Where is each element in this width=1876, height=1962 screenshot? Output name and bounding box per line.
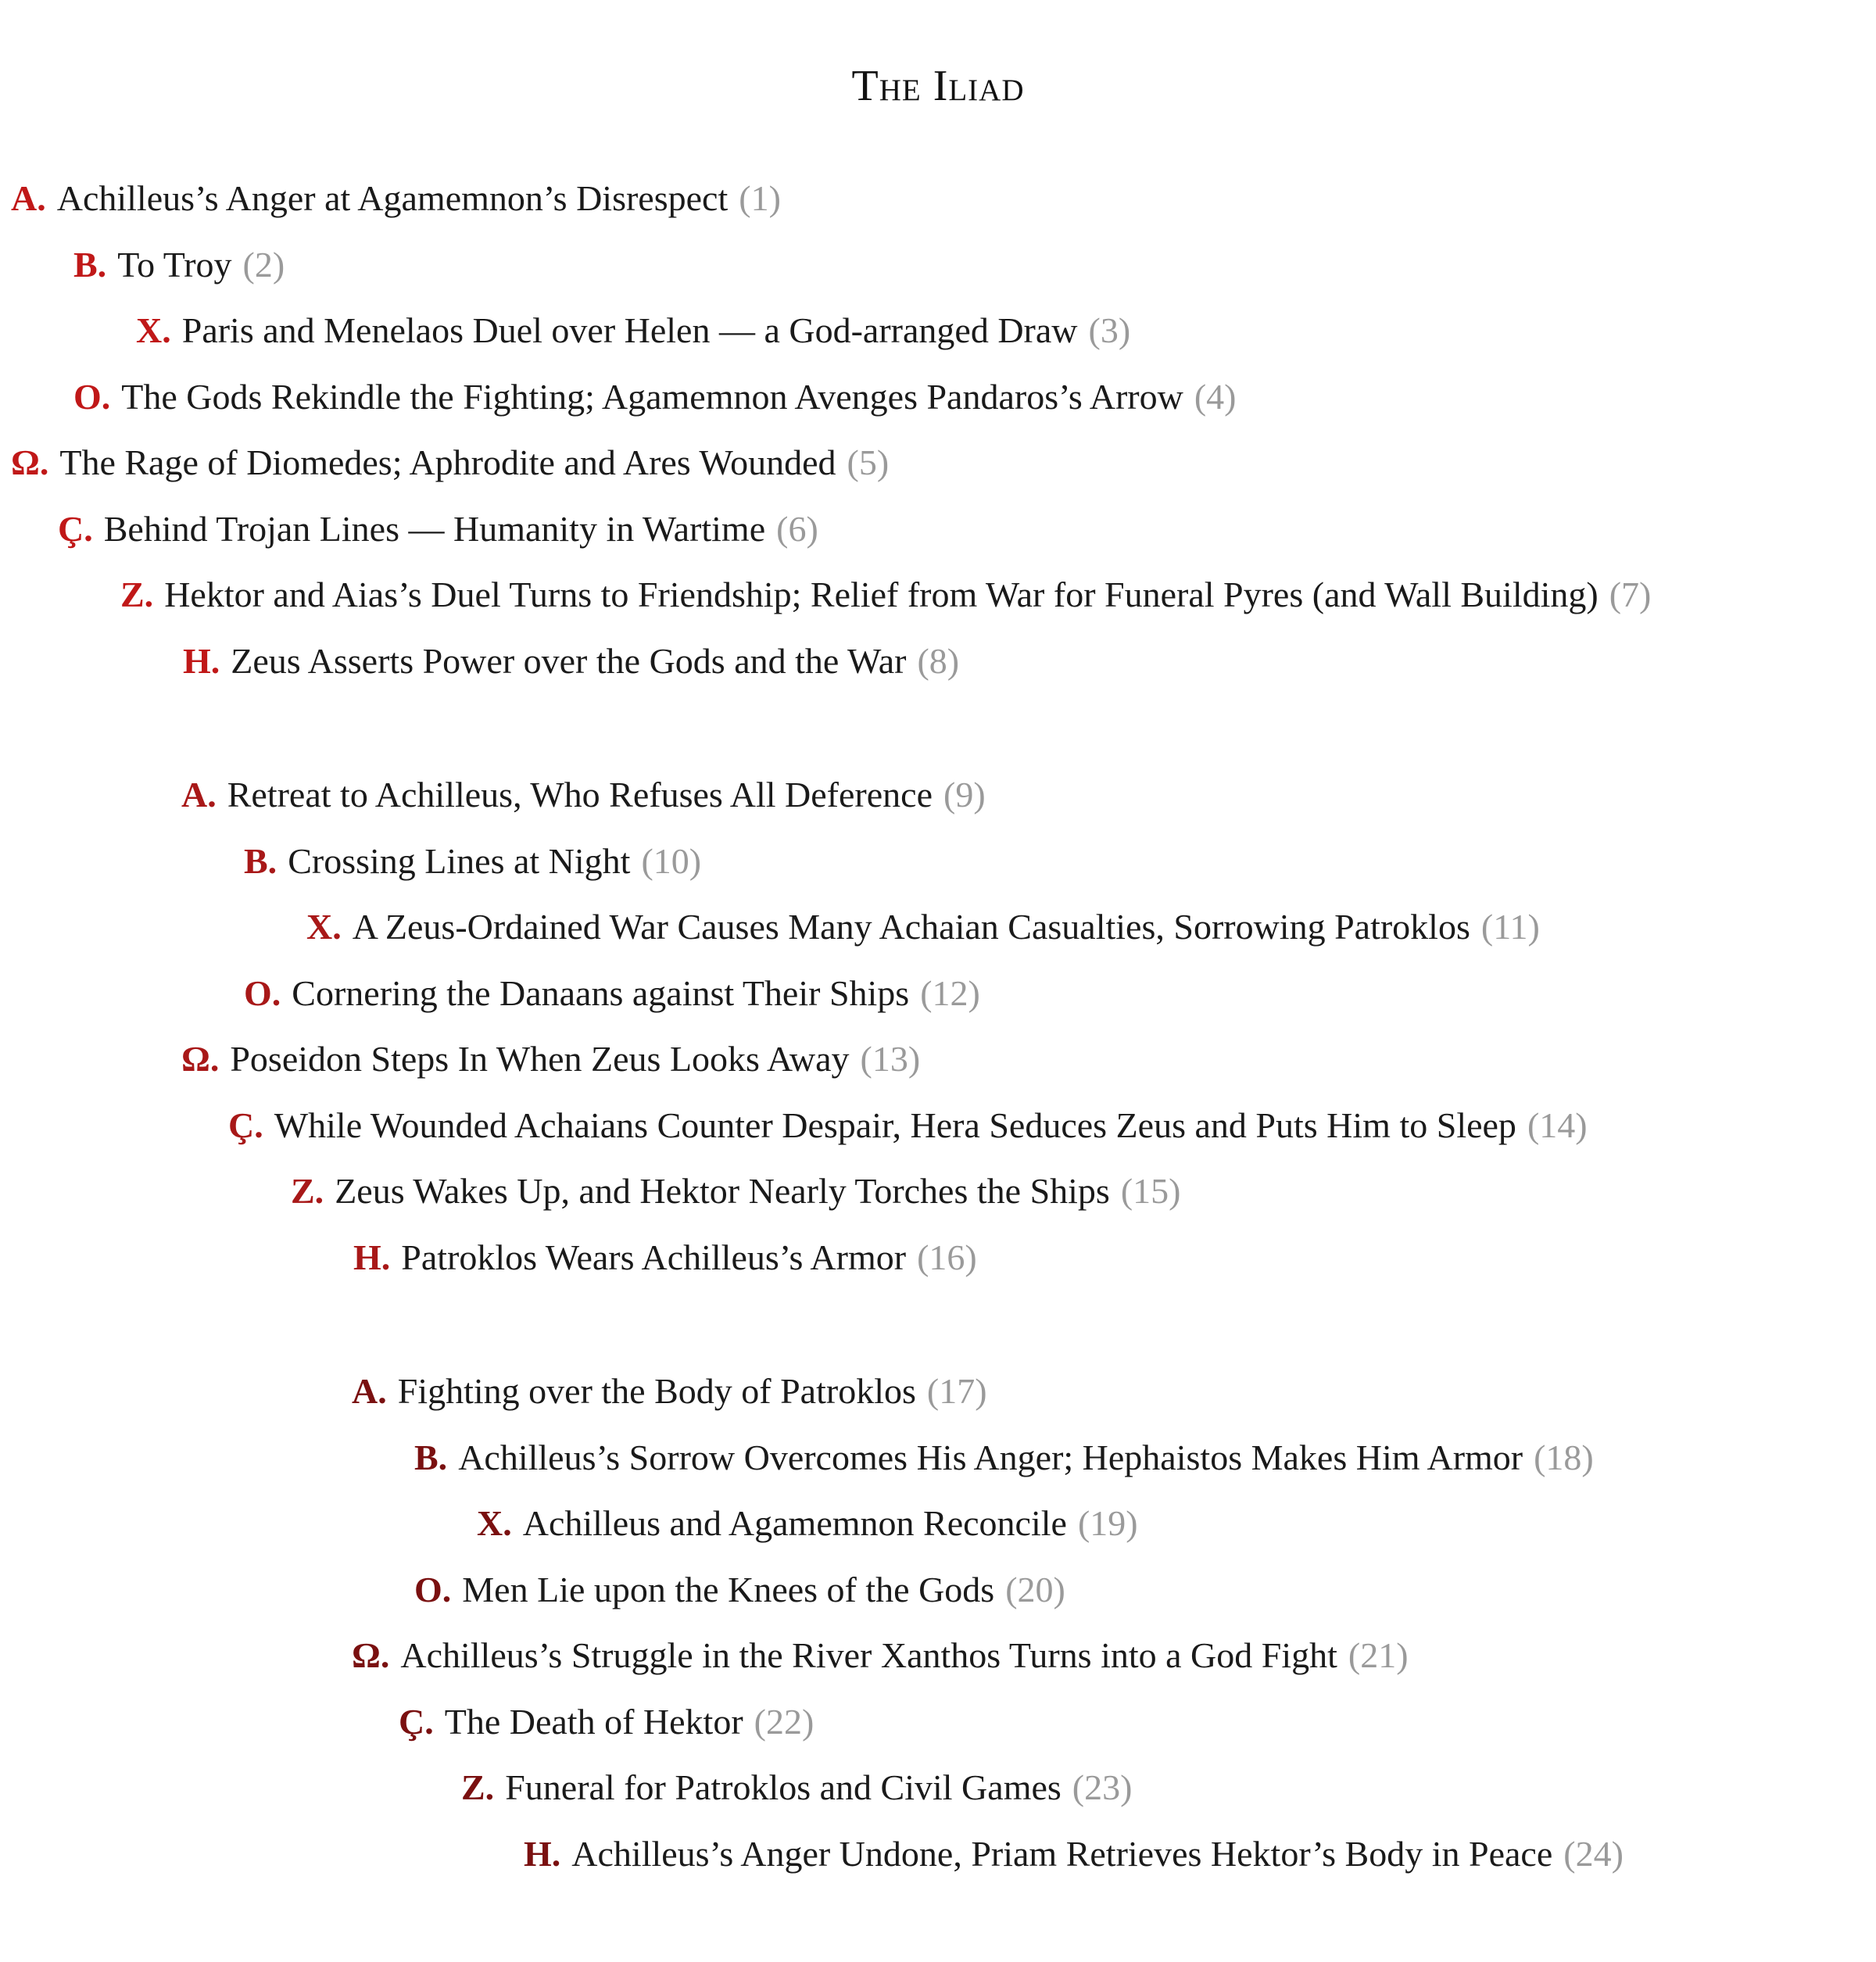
entry-title: Achilleus’s Anger at Agamemnon’s Disrespect — [56, 178, 729, 218]
entry-marker: X. — [477, 1503, 512, 1543]
entry-title: Men Lie upon the Knees of the Gods — [462, 1569, 995, 1609]
entry-marker: Z. — [120, 575, 154, 614]
outline-entry — [73, 242, 285, 288]
outline-entry — [136, 307, 1130, 354]
outline-entry — [414, 1566, 1065, 1613]
book-number: (23) — [1072, 1767, 1133, 1807]
book-number: (15) — [1120, 1171, 1181, 1211]
entry-title: Patroklos Wears Achilleus’s Armor — [401, 1237, 907, 1277]
outline-entry — [414, 1434, 1594, 1481]
book-number: (7) — [1609, 575, 1652, 614]
outline-entry — [461, 1764, 1132, 1811]
book-number: (19) — [1077, 1503, 1138, 1543]
book-number: (10) — [641, 840, 702, 881]
book-number: (16) — [917, 1237, 977, 1277]
entry-marker: O. — [244, 972, 281, 1013]
page-title: The Iliad — [851, 62, 1025, 110]
book-number: (21) — [1348, 1635, 1409, 1675]
entry-title: While Wounded Achaians Counter Despair, Hera Seduces Zeus and Puts Him to Sleep — [274, 1105, 1516, 1145]
entry-marker: B. — [73, 244, 107, 285]
book-number: (22) — [754, 1701, 814, 1742]
entry-marker: Ω. — [181, 1039, 220, 1079]
book-number: (3) — [1088, 310, 1131, 350]
entry-title: The Death of Hektor — [444, 1701, 743, 1742]
entry-marker: A. — [11, 178, 46, 218]
book-number: (1) — [739, 178, 781, 218]
book-number: (11) — [1480, 907, 1540, 947]
outline-entry — [524, 1831, 1624, 1878]
outline-entry — [183, 638, 959, 685]
outline-entry — [352, 1632, 1409, 1679]
entry-marker: Ω. — [11, 442, 49, 482]
entry-marker: Z. — [291, 1171, 324, 1211]
book-number: (24) — [1563, 1833, 1624, 1874]
book-number: (14) — [1527, 1105, 1588, 1145]
outline-entry — [58, 506, 818, 553]
book-number: (9) — [943, 775, 986, 815]
outline-entry — [477, 1500, 1138, 1547]
book-number: (13) — [860, 1039, 921, 1079]
entry-marker: Ç. — [58, 508, 93, 549]
entry-marker: Ω. — [352, 1635, 390, 1675]
entry-title: Achilleus and Agamemnon Reconcile — [522, 1503, 1067, 1543]
outline-entry — [120, 571, 1651, 618]
outline-entry — [181, 772, 986, 818]
entry-marker: H. — [524, 1833, 561, 1874]
entry-title: Retreat to Achilleus, Who Refuses All Deference — [227, 775, 933, 815]
book-number: (5) — [847, 442, 890, 482]
entry-title: Fighting over the Body of Patroklos — [397, 1371, 916, 1411]
book-number: (8) — [917, 640, 960, 681]
outline-entry — [73, 374, 1236, 421]
entry-title: Achilleus’s Sorrow Overcomes His Anger; Hephaistos Makes Him Armor — [458, 1437, 1523, 1477]
entry-title: The Rage of Diomedes; Aphrodite and Ares Wounded — [59, 442, 836, 482]
entry-marker: B. — [244, 840, 277, 881]
entry-marker: Ç. — [399, 1701, 434, 1742]
entry-title: Zeus Wakes Up, and Hektor Nearly Torches the Ships — [335, 1171, 1110, 1211]
entry-title: A Zeus-Ordained War Causes Many Achaian Casualties, Sorrowing Patroklos — [352, 907, 1470, 947]
book-number: (20) — [1005, 1569, 1065, 1609]
book-number: (18) — [1534, 1437, 1594, 1477]
entry-marker: X. — [306, 907, 342, 947]
outline-entry — [353, 1234, 977, 1281]
entry-title: Crossing Lines at Night — [288, 840, 631, 881]
book-number: (2) — [242, 244, 285, 285]
outline-entry — [306, 904, 1540, 951]
outline-entry — [244, 970, 980, 1017]
entry-title: Zeus Asserts Power over the Gods and the War — [231, 640, 907, 681]
outline-entry — [399, 1699, 814, 1745]
outline-entry — [11, 439, 889, 486]
outline-entry — [228, 1102, 1588, 1149]
entry-title: Funeral for Patroklos and Civil Games — [505, 1767, 1062, 1807]
entry-marker: O. — [414, 1569, 452, 1609]
outline-entry — [352, 1368, 987, 1415]
book-number: (6) — [776, 508, 818, 549]
entry-title: Paris and Menelaos Duel over Helen — a God-arranged Draw — [181, 310, 1078, 350]
entry-marker: H. — [183, 640, 220, 681]
entry-marker: B. — [414, 1437, 448, 1477]
entry-marker: A. — [181, 775, 217, 815]
entry-title: The Gods Rekindle the Fighting; Agamemnon Avenges Pandaros’s Arrow — [121, 376, 1183, 417]
entry-title: Behind Trojan Lines — Humanity in Wartime — [103, 508, 766, 549]
entry-marker: Ç. — [228, 1105, 263, 1145]
entry-title: Hektor and Aias’s Duel Turns to Friendship; Relief from War for Funeral Pyres (and Wall Building) — [164, 575, 1599, 614]
entry-marker: Z. — [461, 1767, 495, 1807]
book-number: (17) — [926, 1371, 987, 1411]
outline-entry — [11, 175, 781, 222]
entry-marker: A. — [352, 1371, 387, 1411]
entry-title: Achilleus’s Anger Undone, Priam Retrieves Hektor’s Body in Peace — [571, 1833, 1553, 1874]
outline-entry — [291, 1168, 1180, 1215]
outline-entry — [181, 1036, 920, 1083]
entry-marker: O. — [73, 376, 111, 417]
book-number: (4) — [1194, 376, 1237, 417]
outline-entry — [244, 838, 701, 885]
entry-title: Achilleus’s Struggle in the River Xanthos Turns into a God Fight — [400, 1635, 1337, 1675]
entry-marker: X. — [136, 310, 171, 350]
entry-title: Poseidon Steps In When Zeus Looks Away — [230, 1039, 850, 1079]
entry-title: To Troy — [117, 244, 232, 285]
entry-title: Cornering the Danaans against Their Ships — [292, 972, 910, 1013]
book-number: (12) — [920, 972, 980, 1013]
entry-marker: H. — [353, 1237, 391, 1277]
